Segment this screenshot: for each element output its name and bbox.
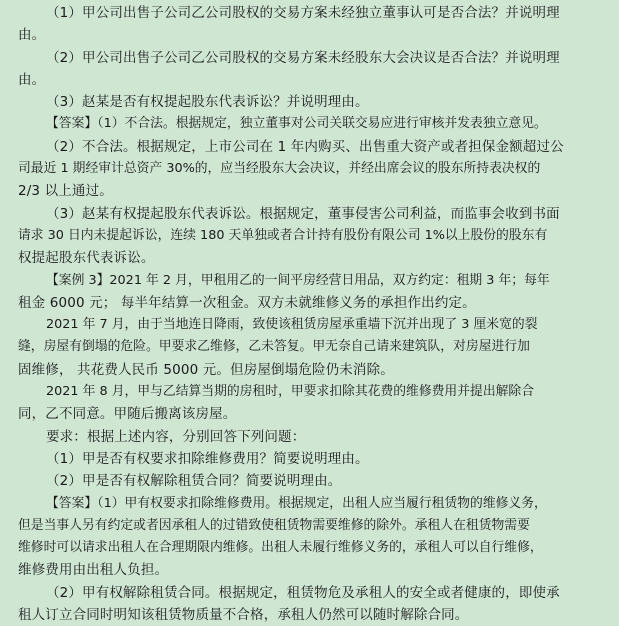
text-line: （3）赵某是否有权提起股东代表诉讼？并说明理由。 <box>46 94 369 111</box>
text-line: 【答案】（1）甲有权要求扣除维修费用。根据规定，出租人应当履行租赁物的维修义务， <box>46 495 547 511</box>
text-line: 请求 30 日内未提起诉讼，连续 180 天单独或者合计持有股份有限公司 1%以上股份的股东有 <box>18 227 548 243</box>
text-line: 但是当事人另有约定或者因承租人的过错致使租赁物需要维修的除外。承租人在租赁物需要 <box>18 517 530 533</box>
text-line: 租人订立合同时明知该租赁物质量不合格，承租人仍然可以随时解除合同。 <box>18 607 469 624</box>
text-line: 【答案】（1）不合法。根据规定，独立董事对公司关联交易应进行审核并发表独立意见。 <box>46 116 547 132</box>
text-line: 2021 年 7 月，由于当地连日降雨，致使该租赁房屋承重墙下沉并出现了 3 厘米宽的裂 <box>46 317 538 333</box>
text-line: 同，乙不同意。甲随后搬离该房屋。 <box>18 406 237 423</box>
text-line: 由。 <box>18 71 46 88</box>
text-line: 要求：根据上述内容，分别回答下列问题： <box>46 428 306 445</box>
text-line: 司最近 1 期经审计总资产 30%的，应当经股东大会决议，并经出席会议的股东所持表决权的 <box>18 161 541 177</box>
text-line: （2）不合法。根据规定，上市公司在 1 年内购买、出售重大资产或者担保金额超过公 <box>46 138 564 155</box>
text-line: 2021 年 8 月，甲与乙结算当期的房租时，甲要求扣除其花费的维修费用并提出解除合 <box>46 384 535 400</box>
text-line: 2/3 以上通过。 <box>18 183 113 200</box>
text-line: 维修时可以请求出租人在合理期限内维修。出租人未履行维修义务的，承租人可以自行维修， <box>18 540 543 556</box>
text-line: 缝，房屋有倒塌的危险。甲要求乙维修，乙未答复。甲无奈自己请来建筑队，对房屋进行加 <box>18 339 530 355</box>
text-line: （1）甲公司出售子公司乙公司股权的交易方案未经独立董事认可是否合法？并说明理 <box>46 5 560 21</box>
text-line: 由。 <box>18 27 46 44</box>
text-line: （2）甲是否有权解除租赁合同？简要说明理由。 <box>46 473 342 490</box>
text-line: 【案例 3】2021 年 2 月，甲租用乙的一间平房经营日用品，双方约定：租期 3 年；每年 <box>46 272 550 288</box>
text-line: 固维修， 共花费人民币 5000 元。但房屋倒塌危险仍未消除。 <box>18 361 394 378</box>
text-line: （1）甲是否有权要求扣除维修费用？简要说明理由。 <box>46 450 369 467</box>
text-line: （2）甲公司出售子公司乙公司股权的交易方案未经股东大会决议是否合法？并说明理 <box>46 49 560 66</box>
text-line: 权提起股东代表诉讼。 <box>18 250 155 267</box>
document-body <box>18 2 610 626</box>
text-line: （3）赵某有权提起股东代表诉讼。根据规定，董事侵害公司利益，而监事会收到书面 <box>46 205 560 222</box>
text-line: 维修费用由出租人负担。 <box>18 562 169 579</box>
text-line: 租金 6000 元； 每半年结算一次租金。双方未就维修义务的承担作出约定。 <box>18 294 476 311</box>
text-line: （2）甲有权解除租赁合同。根据规定，租赁物危及承租人的安全或者健康的，即使承 <box>46 584 560 601</box>
